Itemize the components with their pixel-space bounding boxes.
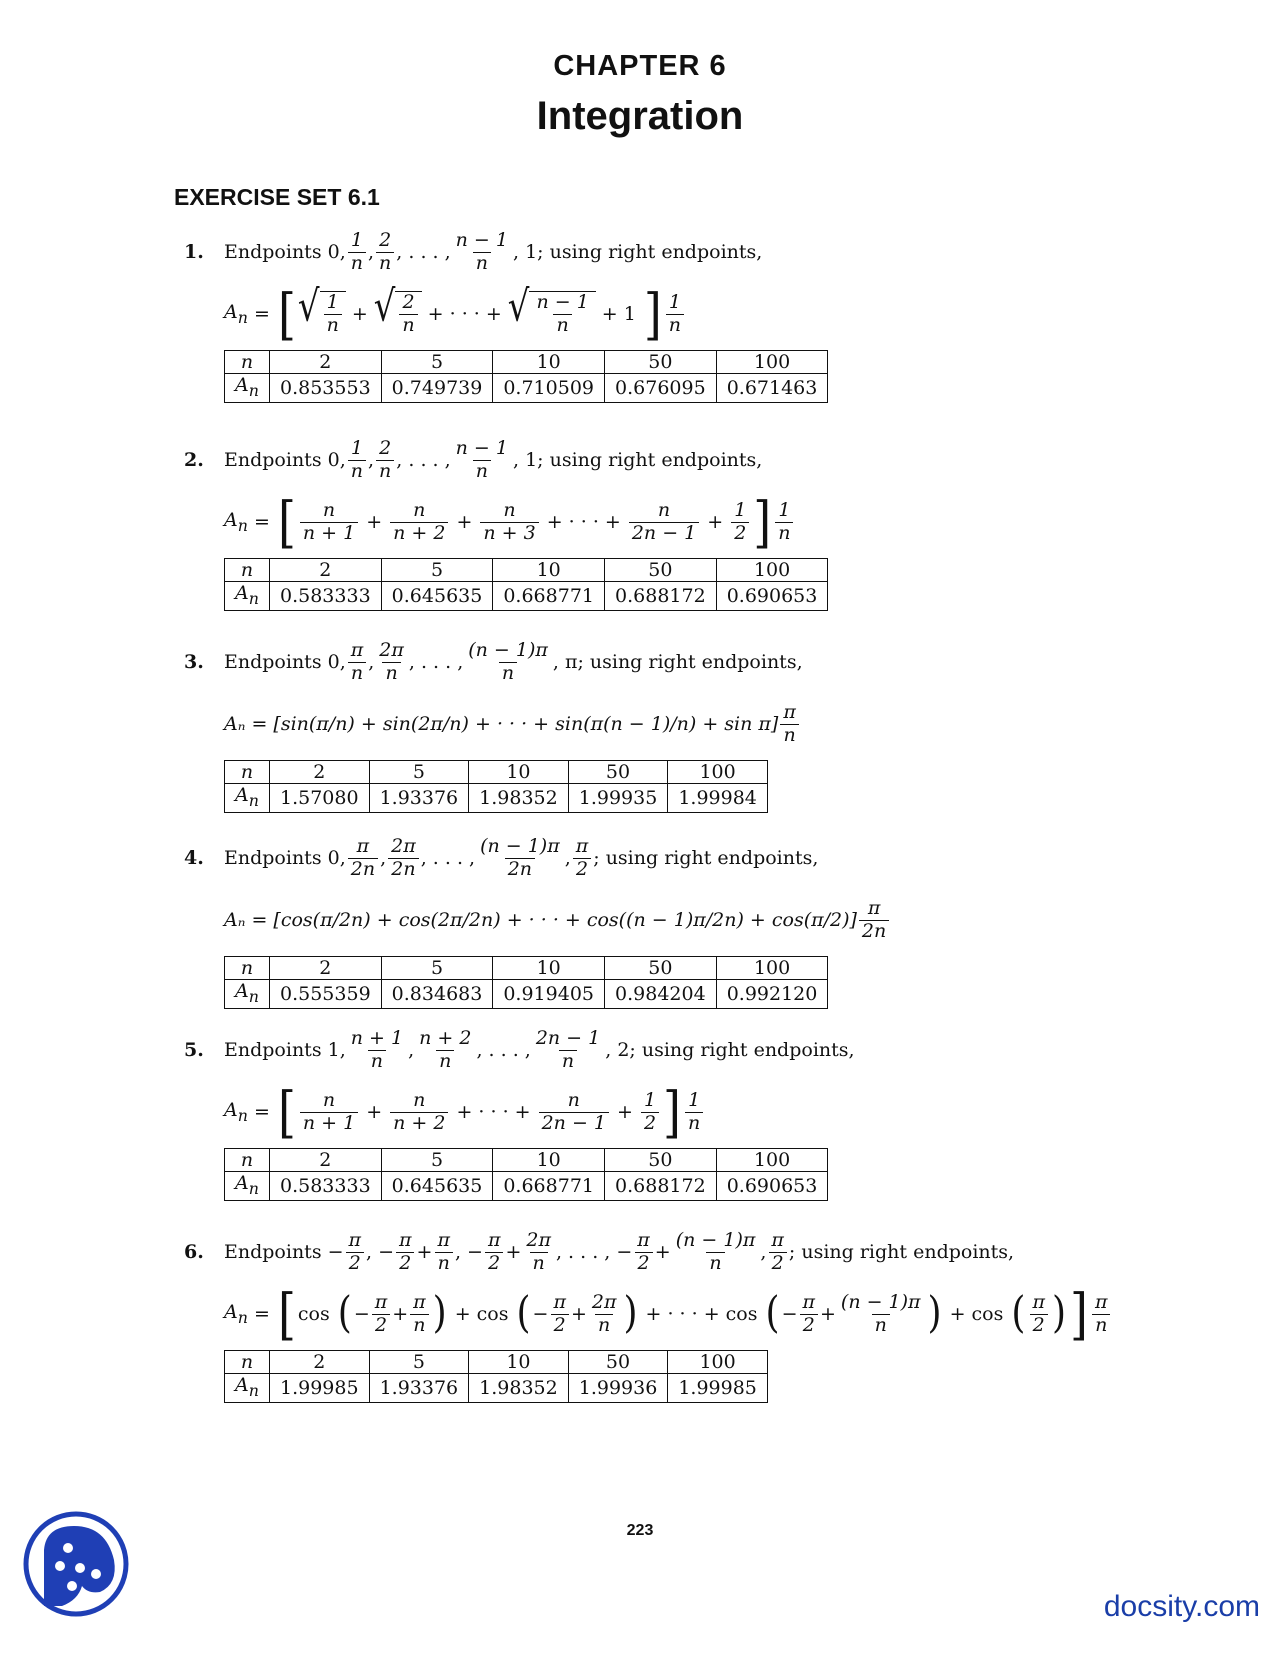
n-value: 5 [369, 761, 469, 784]
exercise-number: 4. [184, 847, 204, 869]
n-value: 10 [469, 1351, 569, 1374]
n-value: 50 [605, 1149, 717, 1172]
an-value: 0.690653 [716, 1172, 828, 1201]
chapter-label: CHAPTER 6 [553, 50, 727, 82]
n-value: 2 [270, 761, 370, 784]
n-value: 50 [605, 559, 717, 582]
an-value: 0.688172 [605, 1172, 717, 1201]
table-row [225, 582, 828, 611]
chapter-title: Integration [536, 94, 744, 138]
endpoints-tail: , π; using right endpoints, [552, 651, 803, 673]
riemann-sum-formula: Aₙ = [sin(π/n) + sin(2π/n) + · · · + sin(π(n − 1)/n) + sin π] $\frac{\pi}{n}$ [224, 692, 1184, 756]
n-value: 10 [493, 559, 605, 582]
results-table [224, 350, 828, 403]
results-table [224, 760, 768, 813]
docsity-logo-icon[interactable] [22, 1510, 130, 1618]
exercise-statement: 3. Endpoints 0, $\frac{\pi}{n}$ , $\frac{2\pi}{n}$ , . . . , $\frac{(n - 1)\pi}{n}$ , π; using right endpoints, [184, 638, 803, 684]
n-value: 2 [270, 957, 382, 980]
n-value: 2 [270, 1351, 370, 1374]
exercise-1 [184, 222, 1184, 403]
riemann-sum-formula: $A_n$ = [ $\frac{n}{n + 1}$ + $\frac{n}{n + 2}$ + · · · + $\frac{n}{2n - 1}$ + $\frac{1}{2}$ ] $\frac{1}{n}$ [224, 1080, 1184, 1144]
exercise-4 [184, 828, 1184, 1009]
an-value: 0.676095 [605, 374, 717, 403]
an-value: 0.583333 [270, 1172, 382, 1201]
table-row [225, 761, 768, 784]
n-value: 5 [381, 1149, 493, 1172]
table-row [225, 957, 828, 980]
an-value: 0.668771 [493, 1172, 605, 1201]
an-value: 1.98352 [469, 1374, 569, 1403]
endpoints-tail: , 1; using right endpoints, [512, 449, 763, 471]
n-value: 100 [668, 761, 768, 784]
table-row [225, 559, 828, 582]
row-label-n: n [225, 1149, 270, 1172]
row-label-an: $A_n$ [225, 582, 270, 611]
an-value: 1.57080 [270, 784, 370, 813]
an-value: 1.93376 [369, 1374, 469, 1403]
an-value: 1.93376 [369, 784, 469, 813]
riemann-sum-formula: $A_n$ = [ cos ( − $\frac{\pi}{2}$ + $\frac{\pi}{n}$ ) + cos ( − $\frac{\pi}{2}$ + $\frac{2\pi}{n}$ ) + · · · + cos ( − $\frac{\pi}{2}$ + $\frac{(n - 1)\pi}{n}$ ) + cos ( $\frac{\pi}{2}$ ) ] $\frac{\pi}{n}$ [224, 1282, 1184, 1346]
formula-text: Aₙ = [cos(π/2n) + cos(2π/2n) + · · · + cos((n − 1)π/2n) + cos(π/2)] [224, 909, 857, 931]
row-label-n: n [225, 1351, 270, 1374]
endpoints-tail: ; using right endpoints, [593, 847, 819, 869]
row-label-an: $A_n$ [225, 1172, 270, 1201]
n-value: 5 [381, 559, 493, 582]
table-row [225, 374, 828, 403]
endpoints-text: Endpoints 0, [224, 651, 346, 673]
endpoints-tail: , 2; using right endpoints, [605, 1039, 855, 1061]
exercise-statement: 2. Endpoints 0, $\frac{1}{n}$ , $\frac{2}{n}$ , . . . , $\frac{n - 1}{n}$ , 1; using right endpoints, [184, 436, 763, 482]
endpoints-text: Endpoints 0, [224, 449, 346, 471]
n-value: 5 [369, 1351, 469, 1374]
n-value: 50 [568, 1351, 668, 1374]
results-table [224, 956, 828, 1009]
n-value: 100 [716, 351, 828, 374]
exercise-5 [184, 1020, 1184, 1201]
table-row [225, 980, 828, 1009]
n-value: 5 [381, 957, 493, 980]
an-value: 0.555359 [270, 980, 382, 1009]
an-value: 0.834683 [381, 980, 493, 1009]
endpoints-tail: ; using right endpoints, [788, 1241, 1015, 1263]
exercise-number: 5. [184, 1039, 204, 1061]
n-value: 50 [605, 957, 717, 980]
an-value: 0.671463 [716, 374, 828, 403]
an-value: 1.99985 [668, 1374, 768, 1403]
exercise-6 [184, 1222, 1184, 1403]
an-value: 0.749739 [381, 374, 493, 403]
an-value: 0.668771 [493, 582, 605, 611]
an-value: 0.583333 [270, 582, 382, 611]
n-value: 5 [381, 351, 493, 374]
an-value: 1.98352 [469, 784, 569, 813]
n-value: 2 [270, 1149, 382, 1172]
row-label-an: $A_n$ [225, 980, 270, 1009]
an-value: 0.645635 [381, 582, 493, 611]
an-value: 0.919405 [493, 980, 605, 1009]
exercise-set-title: EXERCISE SET 6.1 [174, 184, 380, 210]
table-row [225, 784, 768, 813]
endpoints-text: Endpoints 1, [224, 1039, 346, 1061]
an-value: 0.688172 [605, 582, 717, 611]
results-table [224, 1350, 768, 1403]
riemann-sum-formula: $A_n$ = [ √ $\frac{1}{n}$ + √ $\frac{2}{n}$ + · · · + √ $\frac{n - 1}{n}$ + 1 ] $\frac{1}{n}$ [224, 282, 1184, 346]
exercise-statement: 6. Endpoints − $\frac{\pi}{2}$ , − $\frac{\pi}{2}$ + $\frac{\pi}{n}$ , − $\frac{\pi}{2}$ + $\frac{2\pi}{n}$ , . . . , − $\frac{\pi}{2}$ + $\frac{(n - 1)\pi}{n}$ , $\frac{\pi}{2}$ ; using right endpoints, [184, 1228, 1015, 1274]
page-number: 223 [626, 1522, 654, 1539]
n-value: 50 [605, 351, 717, 374]
exercise-number: 2. [184, 449, 204, 471]
an-value: 1.99935 [568, 784, 668, 813]
n-value: 10 [493, 351, 605, 374]
endpoints-text: Endpoints 0, [224, 847, 346, 869]
an-value: 1.99985 [270, 1374, 370, 1403]
n-value: 50 [568, 761, 668, 784]
n-value: 10 [493, 957, 605, 980]
an-value: 0.992120 [716, 980, 828, 1009]
riemann-sum-formula: Aₙ = [cos(π/2n) + cos(2π/2n) + · · · + cos((n − 1)π/2n) + cos(π/2)] $\frac{\pi}{2n}$ [224, 888, 1184, 952]
results-table [224, 558, 828, 611]
brand-link[interactable]: docsity.com [1103, 1590, 1260, 1623]
exercise-statement: 1. Endpoints 0, $\frac{1}{n}$ , $\frac{2}{n}$ , . . . , $\frac{n - 1}{n}$ , 1; using right endpoints, [184, 228, 763, 274]
endpoints-tail: , 1; using right endpoints, [512, 241, 763, 263]
exercise-statement: 5. Endpoints 1, $\frac{n + 1}{n}$ , $\frac{n + 2}{n}$ , . . . , $\frac{2n - 1}{n}$ , 2; using right endpoints, [184, 1026, 855, 1072]
exercise-3 [184, 632, 1184, 813]
an-value: 1.99984 [668, 784, 768, 813]
an-value: 0.645635 [381, 1172, 493, 1201]
row-label-an: $A_n$ [225, 784, 270, 813]
an-value: 0.984204 [605, 980, 717, 1009]
an-value: 0.710509 [493, 374, 605, 403]
row-label-n: n [225, 559, 270, 582]
row-label-n: n [225, 957, 270, 980]
endpoints-text: Endpoints 0, [224, 241, 346, 263]
table-row [225, 1374, 768, 1403]
formula-text: Aₙ = [sin(π/n) + sin(2π/n) + · · · + sin(π(n − 1)/n) + sin π] [224, 713, 779, 735]
exercise-number: 3. [184, 651, 204, 673]
n-value: 2 [270, 559, 382, 582]
row-label-an: $A_n$ [225, 1374, 270, 1403]
row-label-n: n [225, 351, 270, 374]
table-row [225, 1149, 828, 1172]
an-value: 0.690653 [716, 582, 828, 611]
n-value: 100 [716, 559, 828, 582]
results-table [224, 1148, 828, 1201]
table-row [225, 351, 828, 374]
n-value: 100 [716, 1149, 828, 1172]
exercise-2 [184, 430, 1184, 611]
riemann-sum-formula: $A_n$ = [ $\frac{n}{n + 1}$ + $\frac{n}{n + 2}$ + $\frac{n}{n + 3}$ + · · · + $\frac{n}{2n - 1}$ + $\frac{1}{2}$ ] $\frac{1}{n}$ [224, 490, 1184, 554]
endpoints-text: Endpoints [224, 1241, 322, 1263]
exercise-statement: 4. Endpoints 0, $\frac{\pi}{2n}$ , $\frac{2\pi}{2n}$ , . . . , $\frac{(n - 1)\pi}{2n}$ , $\frac{\pi}{2}$ ; using right endpoints, [184, 834, 819, 880]
n-value: 10 [493, 1149, 605, 1172]
n-value: 2 [270, 351, 382, 374]
an-value: 1.99936 [568, 1374, 668, 1403]
table-row [225, 1351, 768, 1374]
exercise-number: 1. [184, 241, 204, 263]
n-value: 100 [668, 1351, 768, 1374]
n-value: 100 [716, 957, 828, 980]
table-row [225, 1172, 828, 1201]
n-value: 10 [469, 761, 569, 784]
an-value: 0.853553 [270, 374, 382, 403]
row-label-an: $A_n$ [225, 374, 270, 403]
row-label-n: n [225, 761, 270, 784]
exercise-number: 6. [184, 1241, 204, 1263]
